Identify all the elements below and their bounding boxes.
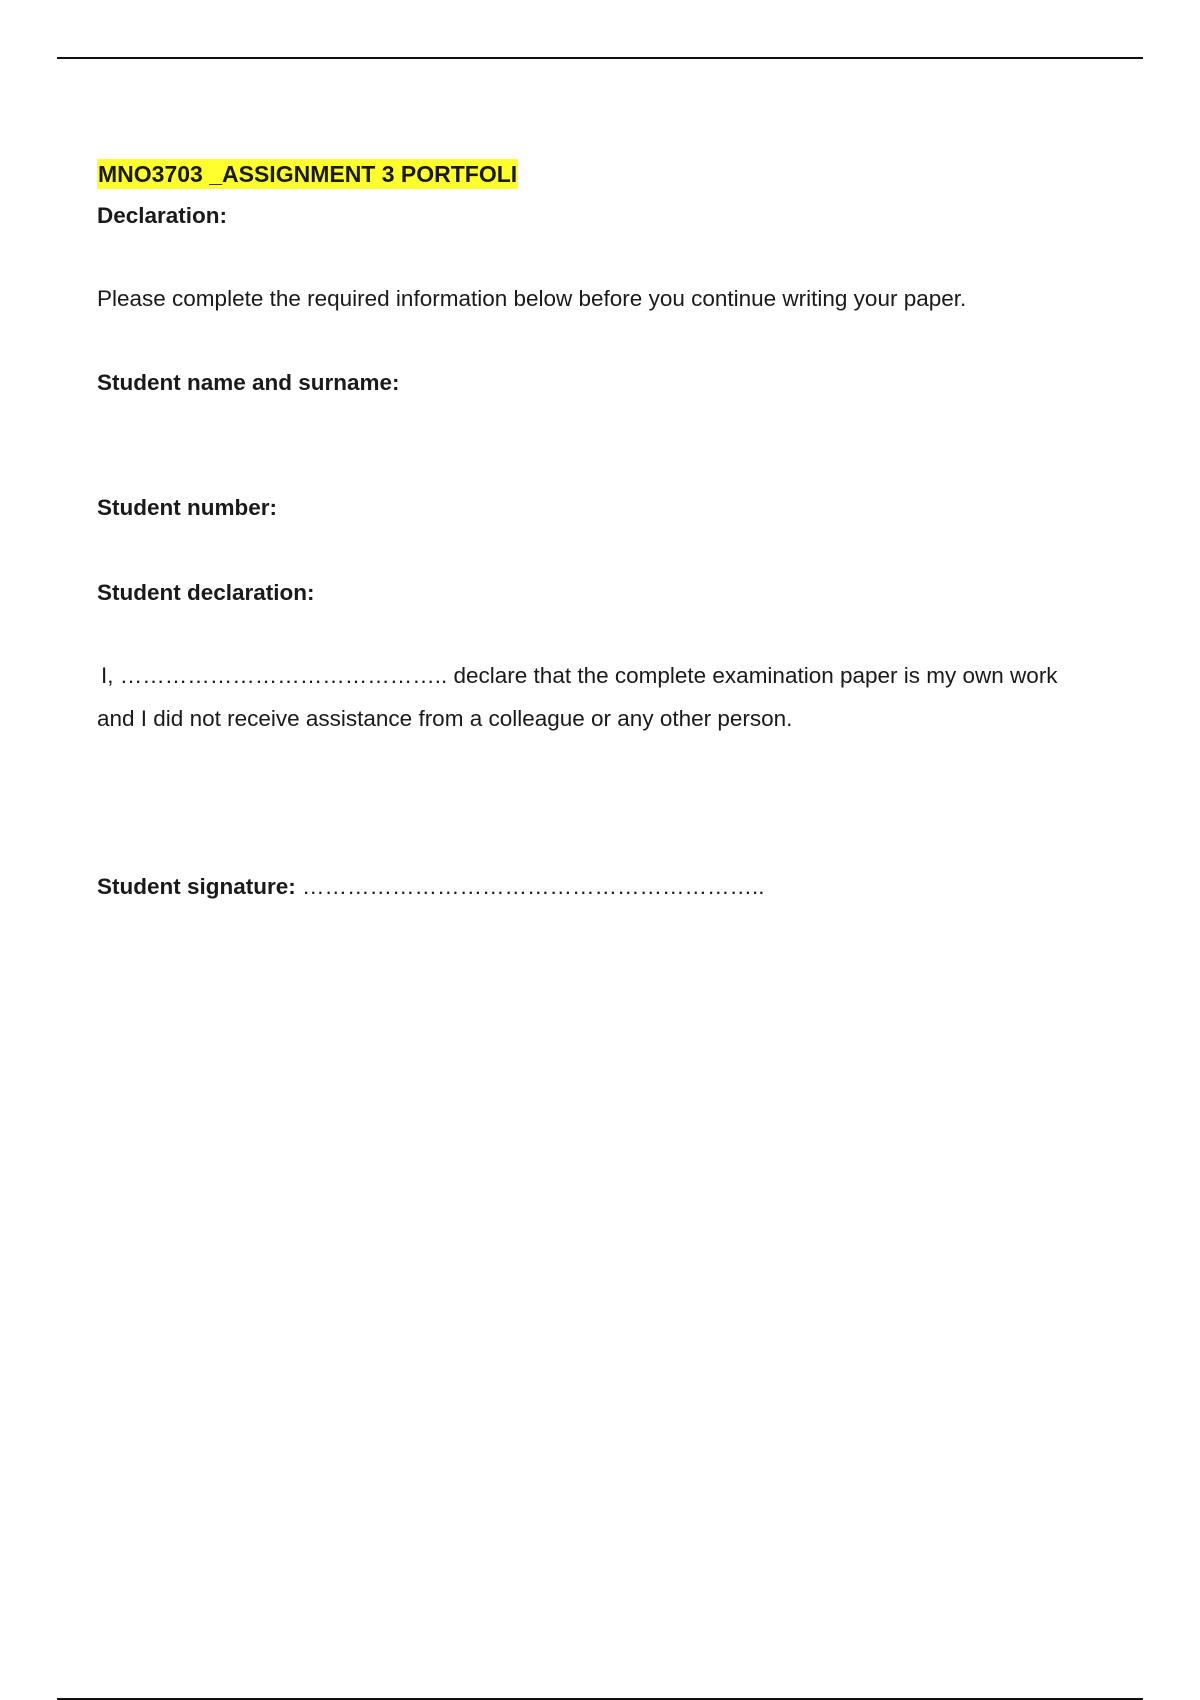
- student-number-label: Student number:: [97, 495, 277, 520]
- signature-row: [97, 873, 765, 901]
- instructions-text: Please complete the required information below before you continue writing your paper.: [97, 286, 967, 311]
- declaration-text-line-2: and I did not receive assistance from a colleague or any other person.: [97, 706, 793, 731]
- student-declaration-label: Student declaration:: [97, 580, 315, 605]
- document-title: [97, 160, 518, 188]
- top-rule: [57, 57, 1143, 59]
- student-name-label: Student name and surname:: [97, 370, 400, 395]
- signature-dotted-line: ……………………………………………………..: [302, 874, 765, 899]
- signature-label: Student signature:: [97, 874, 303, 899]
- declaration-heading: Declaration:: [97, 203, 228, 228]
- declaration-text-line-1: I, …………………………………….. declare that the complete examination paper is my own work: [101, 663, 1058, 688]
- title-highlight: MNO3703 _ASSIGNMENT 3 PORTFOLI: [98, 161, 518, 187]
